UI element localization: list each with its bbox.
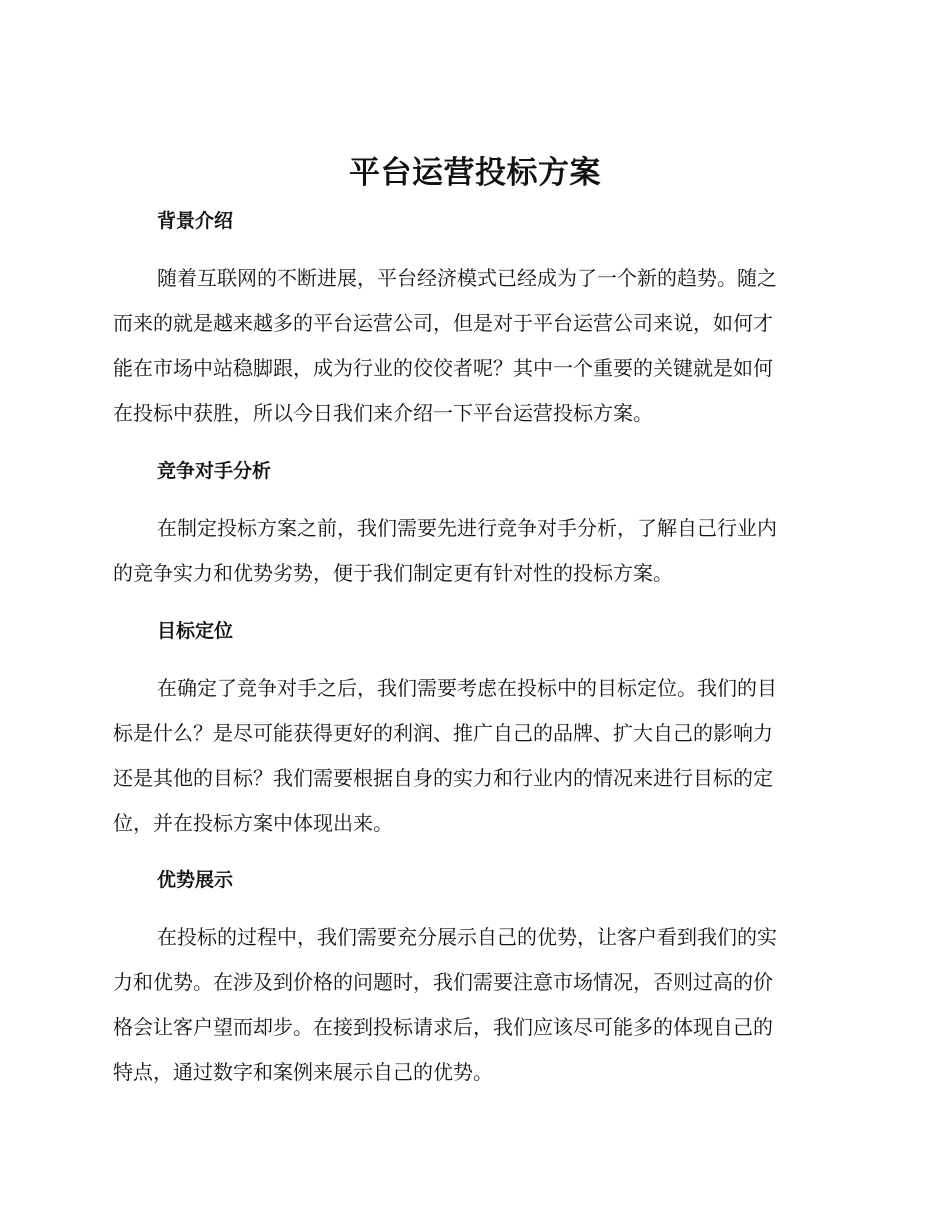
paragraph-line: 能在市场中站稳脚跟，成为行业的佼佼者呢？其中一个重要的关键就是如何	[113, 356, 773, 380]
paragraph-line: 标是什么？是尽可能获得更好的利润、推广自己的品牌、扩大自己的影响力	[113, 721, 773, 745]
paragraph-line: 在确定了竞争对手之后，我们需要考虑在投标中的目标定位。我们的目	[157, 676, 777, 700]
section-paragraph-target-positioning	[113, 666, 829, 846]
paragraph-line: 位，并在投标方案中体现出来。	[113, 811, 393, 835]
section-heading-advantage-display: 优势展示	[157, 869, 234, 891]
section-heading-target-positioning: 目标定位	[157, 620, 234, 642]
paragraph-line: 还是其他的目标？我们需要根据自身的实力和行业内的情况来进行目标的定	[113, 766, 773, 790]
paragraph-line: 在投标中获胜，所以今日我们来介绍一下平台运营投标方案。	[113, 401, 653, 425]
paragraph-line: 特点，通过数字和案例来展示自己的优势。	[113, 1060, 493, 1084]
paragraph-line: 随着互联网的不断进展，平台经济模式已经成为了一个新的趋势。随之	[157, 266, 777, 290]
paragraph-line: 的竞争实力和优势劣势，便于我们制定更有针对性的投标方案。	[113, 561, 673, 585]
paragraph-line: 格会让客户望而却步。在接到投标请求后，我们应该尽可能多的体现自己的	[113, 1015, 773, 1039]
paragraph-line: 在制定投标方案之前，我们需要先进行竞争对手分析，了解自己行业内	[157, 516, 777, 540]
paragraph-line: 而来的就是越来越多的平台运营公司，但是对于平台运营公司来说，如何才	[113, 311, 773, 335]
document-title: 平台运营投标方案	[349, 155, 601, 191]
section-paragraph-competitor-analysis	[113, 506, 829, 596]
section-paragraph-advantage-display	[113, 915, 829, 1095]
section-heading-competitor-analysis: 竞争对手分析	[157, 460, 272, 482]
section-heading-background: 背景介绍	[157, 210, 234, 232]
section-paragraph-background	[113, 256, 829, 436]
paragraph-line: 力和优势。在涉及到价格的问题时，我们需要注意市场情况，否则过高的价	[113, 970, 773, 994]
paragraph-line: 在投标的过程中，我们需要充分展示自己的优势，让客户看到我们的实	[157, 925, 777, 949]
